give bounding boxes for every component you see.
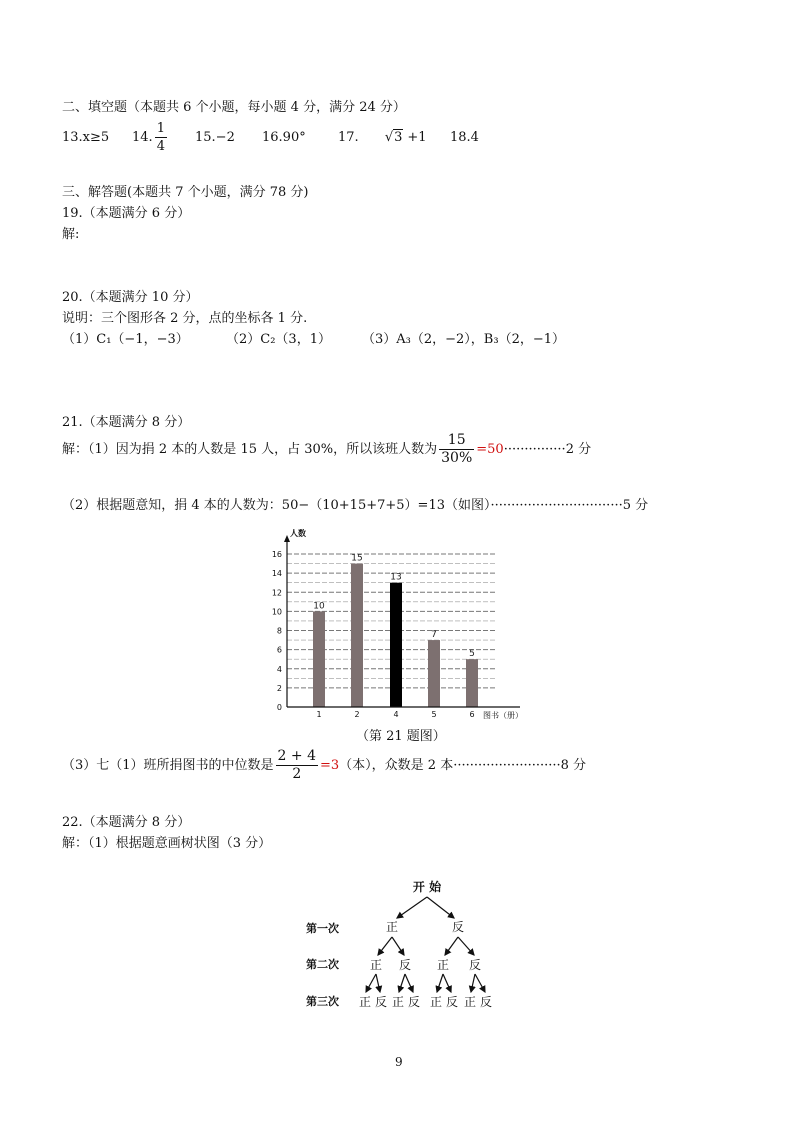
q21-line1-denominator: 30% [441, 450, 473, 466]
y-tick-label: 4 [276, 664, 282, 674]
tree-l2-tails-2: 反 [468, 958, 482, 972]
sqrt-symbol: √3 [384, 130, 403, 145]
answer-16: 16.90° [262, 130, 306, 145]
q21-title: 21.（本题满分 8 分） [62, 415, 191, 430]
tree-root: 开 始 [412, 880, 442, 894]
q20-part2: （2）C₂（3，1） [226, 332, 331, 347]
q22-title: 22.（本题满分 8 分） [62, 815, 191, 830]
q21-figure-caption: （第 21 题图） [356, 729, 446, 744]
tree-l1-heads: 正 [385, 920, 399, 934]
answer-14-numerator: 1 [156, 121, 165, 136]
tree-l3-node-3: 正 [391, 995, 405, 1009]
answer-14-denominator: 4 [156, 139, 165, 154]
tree-l3-node-7: 正 [463, 995, 477, 1009]
tree-l3-node-4: 反 [407, 995, 421, 1009]
q21-line1-result: =50 [476, 442, 504, 457]
x-tick-label: 4 [393, 710, 399, 719]
q21-line1-score: ···············2 分 [503, 442, 592, 457]
tree-branch [397, 897, 427, 918]
tree-level-2: 第二次 [306, 958, 339, 971]
q21-line3-result: =3 [320, 758, 340, 773]
answer-14-prefix: 14. [132, 130, 153, 145]
tree-branch [366, 974, 376, 992]
x-tick-label: 2 [354, 710, 360, 719]
tree-level-3: 第三次 [306, 995, 339, 1008]
tree-l3-node-6: 反 [445, 995, 459, 1009]
q20-title: 20.（本题满分 10 分） [62, 290, 199, 305]
tree-branch [392, 937, 404, 955]
bar-value-label: 15 [351, 553, 363, 564]
y-tick-label: 14 [271, 569, 282, 579]
q21-line3-denominator: 2 [276, 765, 318, 783]
q22-line1: 解：（1）根据题意画树状图（3 分） [62, 836, 272, 851]
tree-level-1: 第一次 [306, 922, 339, 935]
bar-value-label: 7 [431, 630, 437, 641]
bar-value-label: 13 [390, 572, 402, 583]
tree-l3-node-1: 正 [358, 995, 372, 1009]
q20-note: 说明：三个图形各 2 分，点的坐标各 1 分. [62, 311, 308, 326]
tree-l1-tails: 反 [451, 920, 465, 934]
tree-l2-tails-1: 反 [398, 958, 412, 972]
answer-17-radicand: 3 [394, 130, 403, 145]
y-tick-label: 6 [276, 645, 282, 655]
tree-branch [378, 937, 392, 955]
section2-heading: 二、填空题（本题共 6 个小题，每小题 4 分，满分 24 分） [62, 100, 406, 115]
x-tick-label: 1 [316, 710, 322, 719]
q20-part3: （3）A₃（2，−2），B₃（2，−1） [362, 332, 566, 347]
tree-l2-heads-1: 正 [369, 958, 383, 972]
y-tick-label: 16 [271, 550, 282, 559]
tree-branch [471, 974, 475, 992]
q20-part1: （1）C₁（−1，−3） [62, 332, 189, 347]
tree-branch [443, 974, 451, 992]
tree-l3-node-5: 正 [429, 995, 443, 1009]
tree-branch [437, 974, 443, 992]
q21-line3-rest: （本），众数是 2 本··························8 分 [339, 758, 587, 773]
tree-branch [445, 937, 458, 955]
q19-title: 19.（本题满分 6 分） [62, 206, 191, 221]
page-number: 9 [395, 1055, 403, 1069]
q21-line1-text: 解：（1）因为捐 2 本的人数是 15 人，占 30%，所以该班人数为 [62, 442, 438, 457]
y-tick-label: 12 [271, 588, 282, 598]
y-tick-label: 8 [276, 626, 282, 636]
tree-branch [399, 974, 405, 992]
section3-heading: 三、解答题(本题共 7 个小题，满分 78 分) [62, 185, 309, 200]
tree-branch [405, 974, 413, 992]
bar-value-label: 5 [469, 649, 475, 660]
q21-line1-numerator: 15 [447, 432, 466, 448]
y-tick-label: 10 [271, 607, 282, 617]
answer-18: 18.4 [450, 130, 479, 145]
x-tick-label: 5 [431, 710, 437, 719]
tree-branch [376, 974, 380, 992]
answer-15: 15.−2 [195, 130, 235, 145]
q21-line2: （2）根据题意知，捐 4 本的人数为：50−（10+15+7+5）=13（如图）································5 分 [62, 498, 649, 513]
chart-x-axis-label: 图书（册） [483, 711, 523, 720]
x-tick-label: 6 [469, 710, 475, 719]
y-tick-label: 0 [276, 703, 282, 712]
bar-value-label: 10 [313, 601, 325, 612]
q19-solution: 解: [62, 227, 80, 242]
tree-l3-node-8: 反 [479, 995, 493, 1009]
q21-line3-numerator: 2 + 4 [277, 748, 316, 764]
tree-branch [458, 937, 474, 955]
answer-17-suffix: +1 [407, 130, 427, 145]
tree-branch [427, 897, 454, 918]
tree-l3-node-2: 反 [374, 995, 388, 1009]
answer-13: 13.x≥5 [62, 130, 110, 145]
y-tick-label: 2 [276, 683, 282, 693]
tree-branch [475, 974, 485, 992]
chart-y-axis-label: 人数 [290, 529, 306, 538]
q21-line3-text: （3）七（1）班所捐图书的中位数是 [62, 758, 274, 773]
answer-17-prefix: 17. [338, 130, 359, 145]
tree-l2-heads-2: 正 [436, 958, 450, 972]
